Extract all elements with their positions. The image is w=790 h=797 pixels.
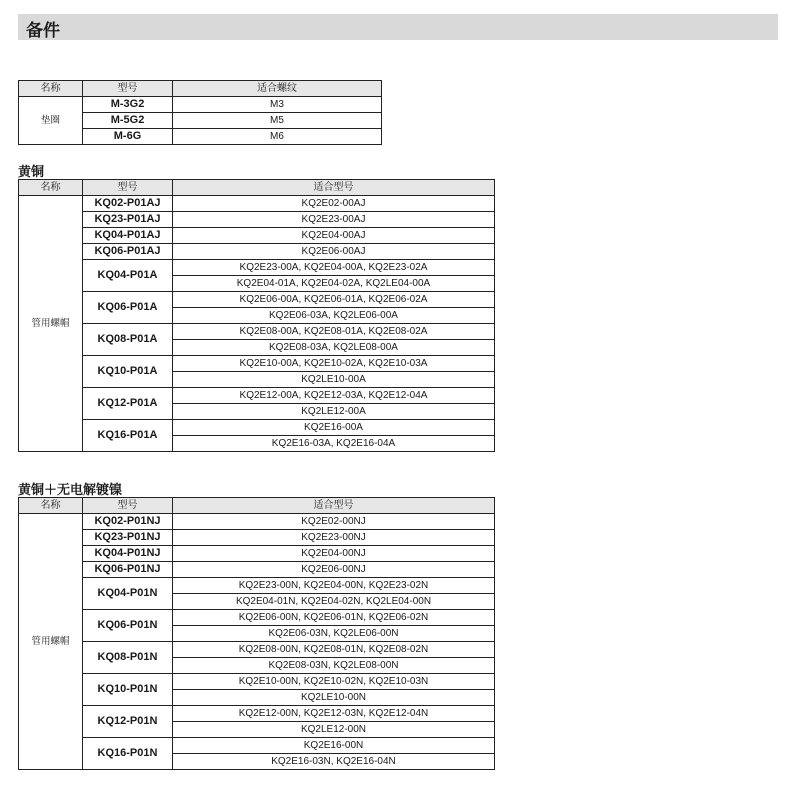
model-cell: M-3G2	[83, 97, 173, 113]
model-cell: KQ02-P01NJ	[83, 514, 173, 530]
table-row	[19, 578, 495, 594]
table-row	[19, 97, 382, 113]
fit-cell: M6	[173, 129, 382, 145]
table-row	[19, 356, 495, 372]
section-title-brass-nickel: 黄铜＋无电解镀镍	[18, 483, 123, 498]
fit-cell: KQ2E02-00AJ	[173, 196, 495, 212]
table-row	[19, 530, 495, 546]
table-row	[19, 228, 495, 244]
model-cell: KQ16-P01A	[83, 420, 173, 452]
fit-cell: KQ2LE10-00A	[173, 372, 495, 388]
model-cell: KQ16-P01N	[83, 738, 173, 770]
col-header-model: 型号	[83, 498, 173, 514]
col-header-name: 名称	[19, 180, 83, 196]
col-header-name: 名称	[19, 81, 83, 97]
model-cell: KQ04-P01AJ	[83, 228, 173, 244]
table-row	[19, 514, 495, 530]
table-row	[19, 292, 495, 308]
model-cell: M-5G2	[83, 113, 173, 129]
table-row	[19, 610, 495, 626]
fit-cell: KQ2E23-00AJ	[173, 212, 495, 228]
fit-cell: KQ2E06-00N, KQ2E06-01N, KQ2E06-02N	[173, 610, 495, 626]
model-cell: KQ23-P01NJ	[83, 530, 173, 546]
fit-cell: KQ2E16-03A, KQ2E16-04A	[173, 436, 495, 452]
fit-cell: KQ2E23-00N, KQ2E04-00N, KQ2E23-02N	[173, 578, 495, 594]
fit-cell: KQ2E10-00N, KQ2E10-02N, KQ2E10-03N	[173, 674, 495, 690]
table-row	[19, 420, 495, 436]
table-row	[19, 196, 495, 212]
fit-cell: KQ2E23-00NJ	[173, 530, 495, 546]
model-cell: KQ04-P01N	[83, 578, 173, 610]
model-cell: KQ06-P01N	[83, 610, 173, 642]
fit-cell: KQ2E08-03A, KQ2LE08-00A	[173, 340, 495, 356]
section-title-brass: 黄铜	[18, 165, 45, 180]
model-cell: KQ06-P01NJ	[83, 562, 173, 578]
col-header-fit: 适合螺纹	[173, 81, 382, 97]
table-header-row	[19, 498, 495, 514]
model-cell: KQ08-P01N	[83, 642, 173, 674]
name-cell: 管用螺帽	[19, 196, 83, 452]
washer-table	[18, 80, 382, 145]
table-row	[19, 244, 495, 260]
fit-cell: KQ2E04-01A, KQ2E04-02A, KQ2LE04-00A	[173, 276, 495, 292]
fit-cell: KQ2E10-00A, KQ2E10-02A, KQ2E10-03A	[173, 356, 495, 372]
fit-cell: KQ2E04-00NJ	[173, 546, 495, 562]
model-cell: KQ12-P01N	[83, 706, 173, 738]
fit-cell: KQ2E06-00NJ	[173, 562, 495, 578]
model-cell: KQ04-P01NJ	[83, 546, 173, 562]
model-cell: KQ06-P01AJ	[83, 244, 173, 260]
model-cell: KQ08-P01A	[83, 324, 173, 356]
fit-cell: KQ2E23-00A, KQ2E04-00A, KQ2E23-02A	[173, 260, 495, 276]
model-cell: KQ10-P01N	[83, 674, 173, 706]
brass-table	[18, 179, 495, 452]
fit-cell: KQ2E08-03N, KQ2LE08-00N	[173, 658, 495, 674]
fit-cell: M5	[173, 113, 382, 129]
fit-cell: KQ2E16-03N, KQ2E16-04N	[173, 754, 495, 770]
col-header-model: 型号	[83, 81, 173, 97]
model-cell: KQ02-P01AJ	[83, 196, 173, 212]
fit-cell: M3	[173, 97, 382, 113]
table-header-row	[19, 180, 495, 196]
table-row	[19, 546, 495, 562]
table-row	[19, 738, 495, 754]
brass-nickel-table	[18, 497, 495, 770]
fit-cell: KQ2E08-00A, KQ2E08-01A, KQ2E08-02A	[173, 324, 495, 340]
col-header-fit: 适合型号	[173, 498, 495, 514]
table-row	[19, 642, 495, 658]
fit-cell: KQ2E06-00AJ	[173, 244, 495, 260]
fit-cell: KQ2E16-00N	[173, 738, 495, 754]
fit-cell: KQ2E06-03A, KQ2LE06-00A	[173, 308, 495, 324]
table-row	[19, 674, 495, 690]
table-row	[19, 706, 495, 722]
table-row	[19, 324, 495, 340]
name-cell: 垫圈	[19, 97, 83, 145]
page-title: 备件	[26, 21, 60, 41]
model-cell: KQ10-P01A	[83, 356, 173, 388]
col-header-name: 名称	[19, 498, 83, 514]
table-header-row	[19, 81, 382, 97]
fit-cell: KQ2E06-03N, KQ2LE06-00N	[173, 626, 495, 642]
model-cell: KQ06-P01A	[83, 292, 173, 324]
table-row	[19, 562, 495, 578]
fit-cell: KQ2E08-00N, KQ2E08-01N, KQ2E08-02N	[173, 642, 495, 658]
fit-cell: KQ2LE12-00A	[173, 404, 495, 420]
page-header	[18, 14, 778, 40]
fit-cell: KQ2E04-01N, KQ2E04-02N, KQ2LE04-00N	[173, 594, 495, 610]
col-header-fit: 适合型号	[173, 180, 495, 196]
model-cell: KQ04-P01A	[83, 260, 173, 292]
fit-cell: KQ2LE10-00N	[173, 690, 495, 706]
model-cell: KQ23-P01AJ	[83, 212, 173, 228]
fit-cell: KQ2E04-00AJ	[173, 228, 495, 244]
name-cell: 管用螺帽	[19, 514, 83, 770]
col-header-model: 型号	[83, 180, 173, 196]
fit-cell: KQ2E02-00NJ	[173, 514, 495, 530]
table-row	[19, 388, 495, 404]
table-row	[19, 212, 495, 228]
fit-cell: KQ2E12-00A, KQ2E12-03A, KQ2E12-04A	[173, 388, 495, 404]
model-cell: KQ12-P01A	[83, 388, 173, 420]
table-row	[19, 260, 495, 276]
fit-cell: KQ2E16-00A	[173, 420, 495, 436]
fit-cell: KQ2E06-00A, KQ2E06-01A, KQ2E06-02A	[173, 292, 495, 308]
model-cell: M-6G	[83, 129, 173, 145]
fit-cell: KQ2E12-00N, KQ2E12-03N, KQ2E12-04N	[173, 706, 495, 722]
fit-cell: KQ2LE12-00N	[173, 722, 495, 738]
